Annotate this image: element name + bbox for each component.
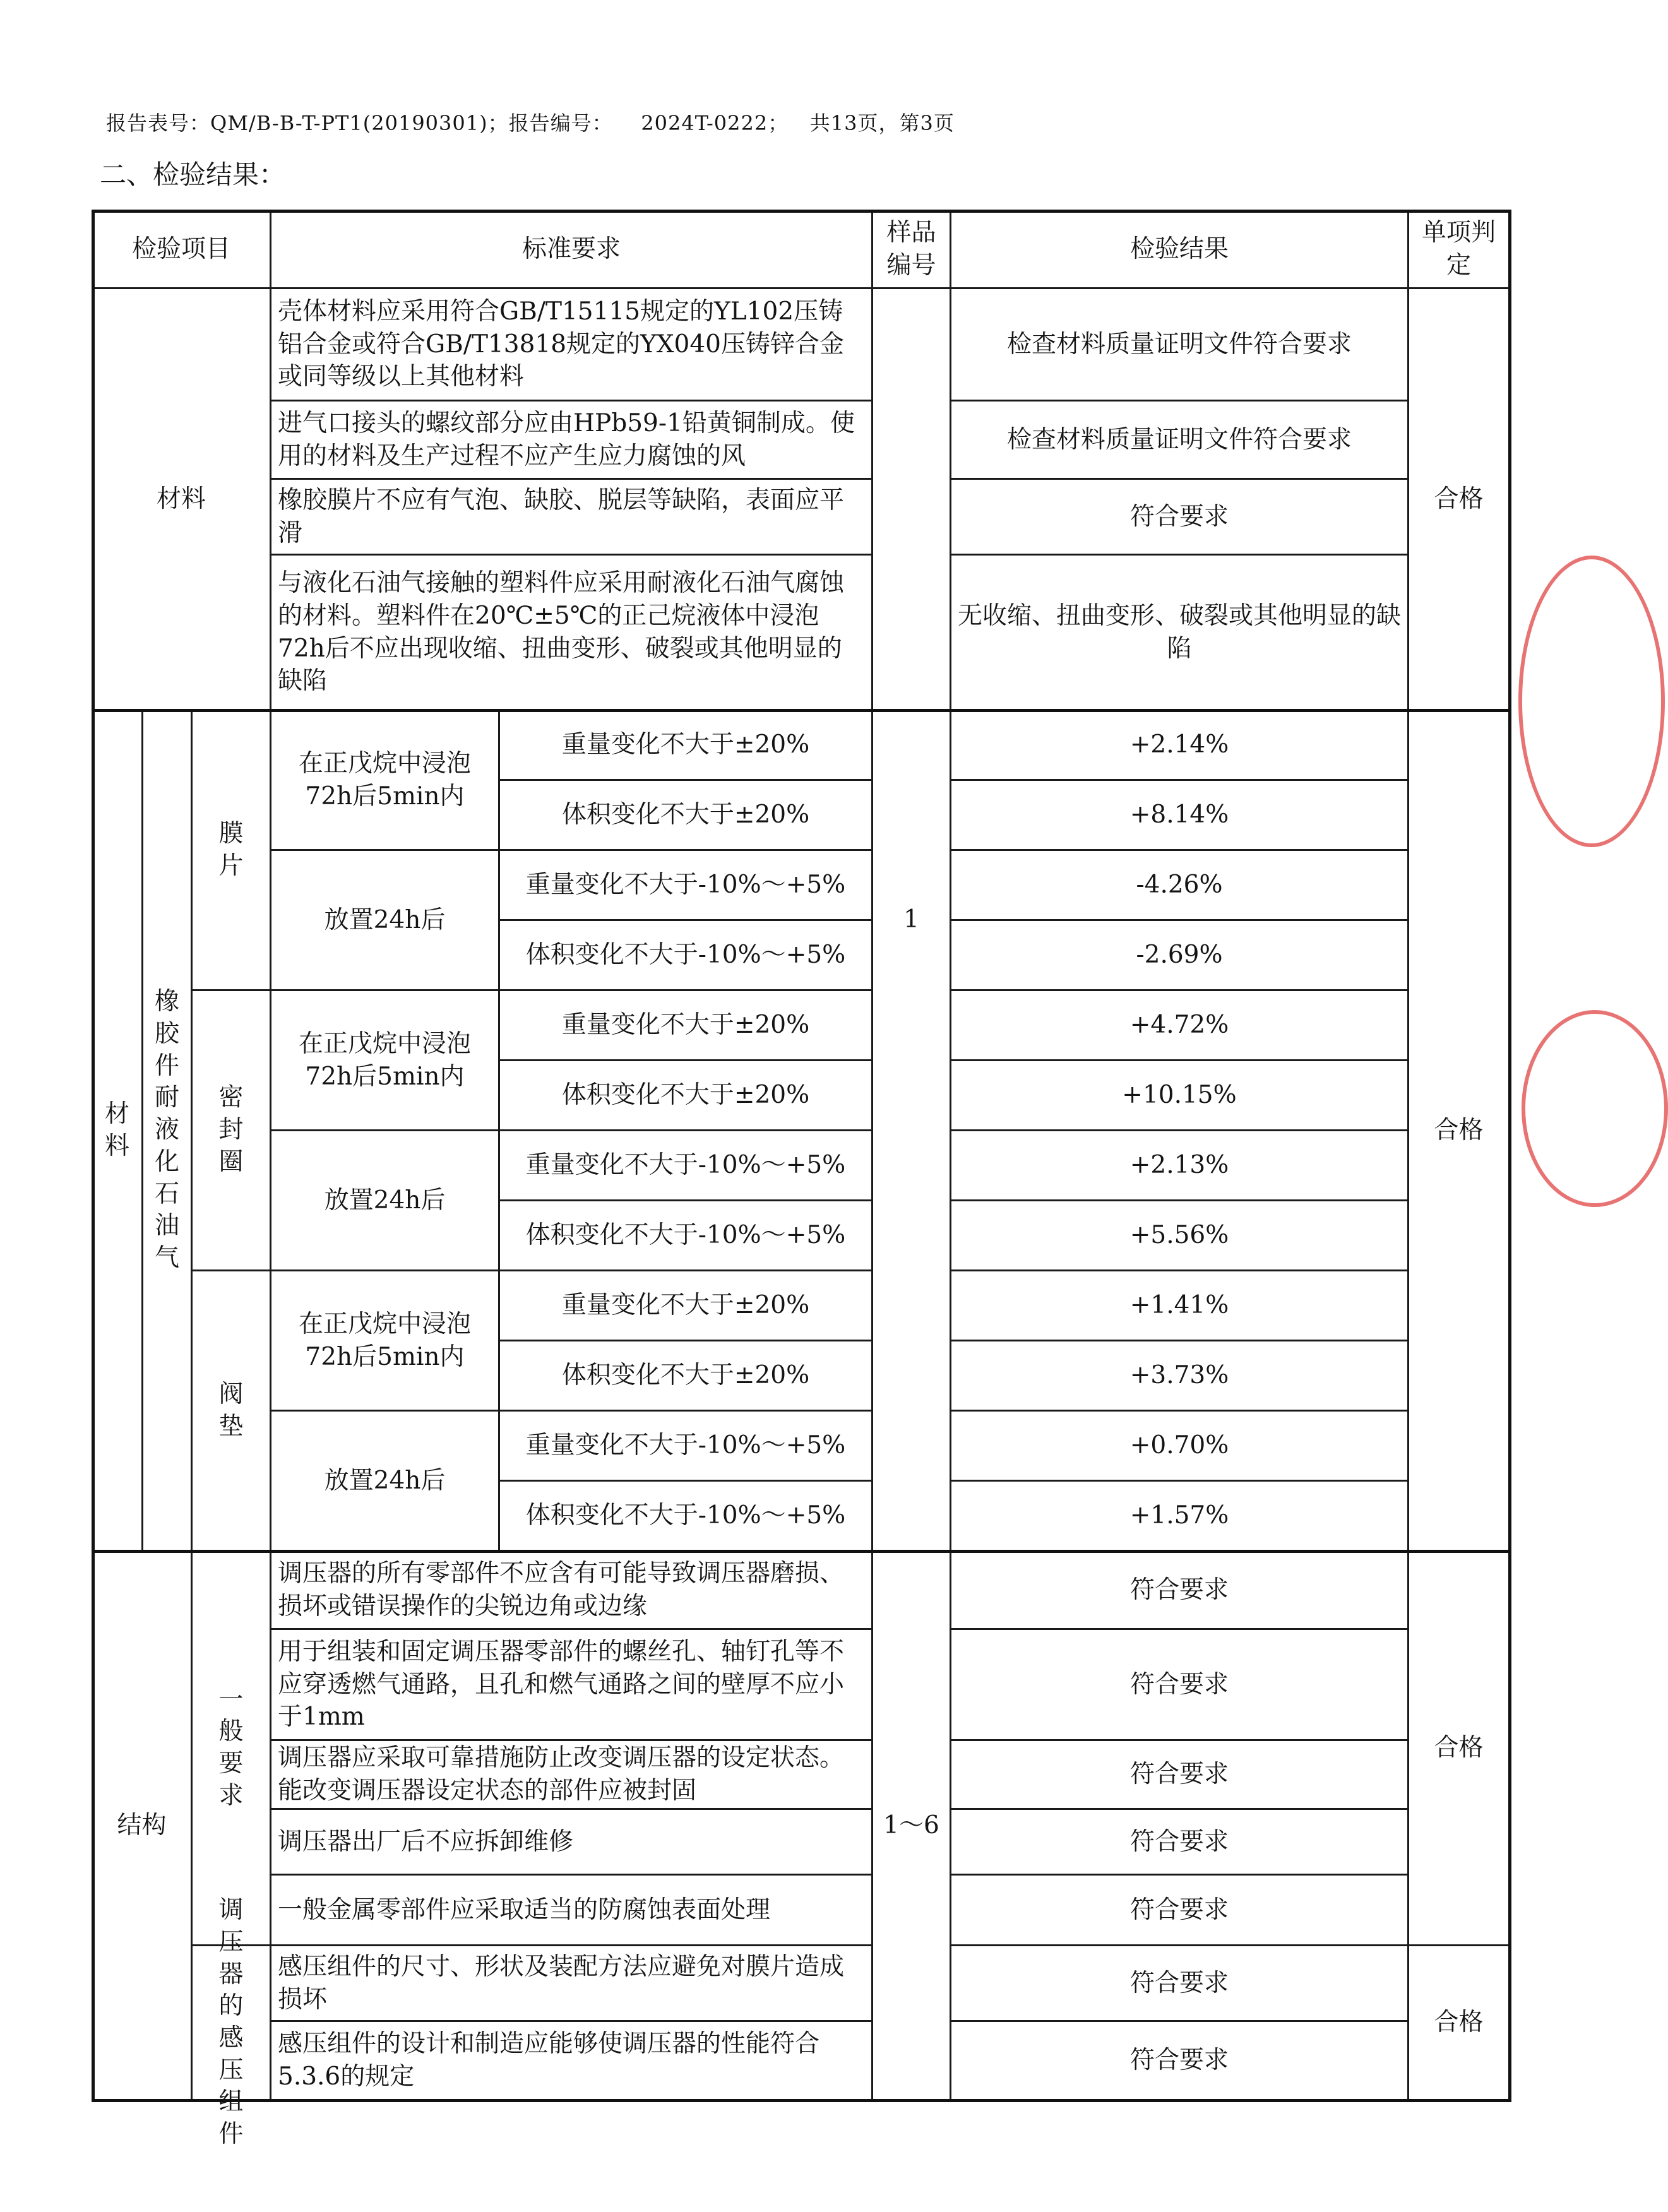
rubber-part-name-text: 密封圈: [218, 1083, 244, 1176]
material-result-row-text: 符合要求: [1129, 502, 1229, 531]
column-header-standard-text: 标准要求: [521, 234, 621, 263]
structure-general-result-text: 符合要求: [1129, 1827, 1229, 1856]
structure-general-standard-text: 一般金属零部件应采取适当的防腐蚀表面处理: [278, 1895, 771, 1924]
rubber-part-name-text: 膜片: [218, 819, 244, 880]
rubber-condition-text: 在正戊烷中浸泡72h后5min内: [298, 1029, 471, 1091]
rubber-requirement-text: 重量变化不大于±20%: [561, 1291, 810, 1320]
section-divider: [93, 709, 1510, 712]
section-title: 二、检验结果：: [100, 159, 286, 190]
structure-general-label-text: 一般要求: [218, 1685, 244, 1810]
rubber-part-name-text: 阀垫: [218, 1379, 244, 1441]
structure-general-result-text: 符合要求: [1129, 1760, 1229, 1789]
page-count: 共13页，第3页: [809, 111, 955, 135]
column-header-result-text: 检验结果: [1129, 234, 1229, 263]
rubber-condition-text: 放置24h后: [324, 905, 446, 934]
rubber-condition-text: 放置24h后: [324, 1186, 446, 1215]
structure-general-standard-text: 用于组装和固定调压器零部件的螺丝孔、轴钉孔等不应穿透燃气通路，且孔和燃气通路之间的壁厚不应小于1mm: [278, 1637, 845, 1732]
rubber-item-label-text: 材料: [105, 1099, 130, 1160]
rubber-condition-text: 在正戊烷中浸泡72h后5min内: [298, 1309, 471, 1371]
material-result-row-text: 检查材料质量证明文件符合要求: [1006, 425, 1352, 454]
structure-general-result-text: 符合要求: [1129, 1575, 1229, 1604]
rubber-requirement-text: 重量变化不大于-10%～+5%: [525, 1431, 846, 1460]
rubber-result-text: +3.73%: [1129, 1361, 1229, 1390]
structure-sensing-standard-text: 感压组件的设计和制造应能够使调压器的性能符合5.3.6的规定: [278, 2030, 820, 2091]
structure-general-standard-text: 调压器出厂后不应拆卸维修: [278, 1827, 574, 1856]
inspection-results-table: [93, 211, 1510, 2149]
rubber-requirement-text: 体积变化不大于±20%: [561, 800, 810, 830]
rubber-requirement-text: 体积变化不大于-10%～+5%: [525, 1221, 846, 1250]
material-standard-row-text: 与液化石油气接触的塑料件应采用耐液化石油气腐蚀的材料。塑料件在20℃±5℃的正己烷液体中浸泡72h后不应出现收缩、扭曲变形、破裂或其他明显的缺陷: [278, 568, 845, 696]
material-judgement-text: 合格: [1434, 484, 1484, 513]
structure-sensing-result-text: 符合要求: [1129, 1968, 1229, 1997]
rubber-result-text: +5.56%: [1129, 1221, 1229, 1250]
rubber-group-label-text: 橡胶件耐液化石油气: [155, 987, 180, 1272]
structure-sensing-standard-text: 感压组件的尺寸、形状及装配方法应避免对膜片造成损坏: [278, 1952, 845, 2014]
structure-sensing-result-text: 符合要求: [1129, 2046, 1229, 2075]
column-header-sample-text: 样品编号: [886, 218, 936, 280]
structure-general-standard-text: 调压器应采取可靠措施防止改变调压器的设定状态。能改变调压器设定状态的部件应被封固: [278, 1744, 845, 1805]
rubber-result-text: -2.69%: [1136, 941, 1223, 970]
rubber-judgement-text: 合格: [1434, 1115, 1484, 1145]
rubber-requirement-text: 重量变化不大于-10%～+5%: [525, 1151, 846, 1180]
rubber-requirement-text: 体积变化不大于±20%: [561, 1081, 810, 1110]
material-result-row-text: 无收缩、扭曲变形、破裂或其他明显的缺陷: [957, 601, 1401, 663]
material-standard-row-text: 壳体材料应采用符合GB/T15115规定的YL102压铸铝合金或符合GB/T13818规定的YX040压铸锌合金或同等级以上其他材料: [278, 297, 844, 391]
section-divider: [93, 1550, 1510, 1553]
seal-stamp-upper: [1518, 556, 1665, 847]
rubber-requirement-text: 重量变化不大于±20%: [561, 1011, 810, 1040]
rubber-requirement-text: 体积变化不大于-10%～+5%: [525, 941, 846, 970]
material-standard-row-text: 橡胶膜片不应有气泡、缺胶、脱层等缺陷，表面应平滑: [278, 485, 845, 547]
rubber-result-text: +2.14%: [1129, 730, 1229, 759]
rubber-requirement-text: 重量变化不大于±20%: [561, 730, 810, 759]
structure-general-judgement-text: 合格: [1434, 1733, 1484, 1763]
structure-sensing-label-text: 调压器的感压组件: [218, 1896, 244, 2149]
rubber-result-text: +10.15%: [1122, 1081, 1237, 1110]
seal-stamp-lower: [1522, 1010, 1668, 1207]
rubber-condition-text: 放置24h后: [324, 1466, 446, 1495]
form-number: 报告表号：QM/B-B-T-PT1(20190301)；报告编号：: [106, 111, 613, 135]
rubber-result-text: +2.13%: [1129, 1151, 1229, 1180]
rubber-requirement-text: 体积变化不大于±20%: [561, 1361, 810, 1390]
structure-item-label-text: 结构: [117, 1811, 167, 1840]
rubber-result-text: -4.26%: [1136, 871, 1223, 900]
report-number: 2024T-0222；: [641, 111, 789, 135]
report-header: [106, 107, 955, 136]
rubber-requirement-text: 重量变化不大于-10%～+5%: [525, 871, 846, 900]
material-result-row-text: 检查材料质量证明文件符合要求: [1006, 330, 1352, 359]
sample-number-material-text: 1: [903, 905, 919, 934]
structure-general-result-text: 符合要求: [1129, 1670, 1229, 1699]
structure-general-result-text: 符合要求: [1129, 1895, 1229, 1924]
structure-sensing-judgement-text: 合格: [1434, 2008, 1484, 2037]
rubber-result-text: +1.41%: [1129, 1291, 1229, 1320]
rubber-result-text: +4.72%: [1129, 1011, 1229, 1040]
sample-number-structure-text: 1～6: [883, 1811, 939, 1840]
material-item-label-text: 材料: [156, 484, 206, 513]
column-header-item-text: 检验项目: [131, 234, 230, 263]
column-header-judgement-text: 单项判定: [1421, 218, 1496, 280]
material-standard-row-text: 进气口接头的螺纹部分应由HPb59-1铅黄铜制成。使用的材料及生产过程不应产生应力腐蚀的风: [278, 408, 855, 470]
structure-general-standard-text: 调压器的所有零部件不应含有可能导致调压器磨损、损坏或错误操作的尖锐边角或边缘: [278, 1559, 845, 1620]
rubber-result-text: +1.57%: [1129, 1501, 1229, 1530]
rubber-condition-text: 在正戊烷中浸泡72h后5min内: [298, 749, 471, 811]
table-outer-border: [92, 210, 1511, 2102]
rubber-requirement-text: 体积变化不大于-10%～+5%: [525, 1501, 846, 1530]
rubber-result-text: +0.70%: [1129, 1431, 1229, 1460]
rubber-result-text: +8.14%: [1129, 800, 1229, 830]
